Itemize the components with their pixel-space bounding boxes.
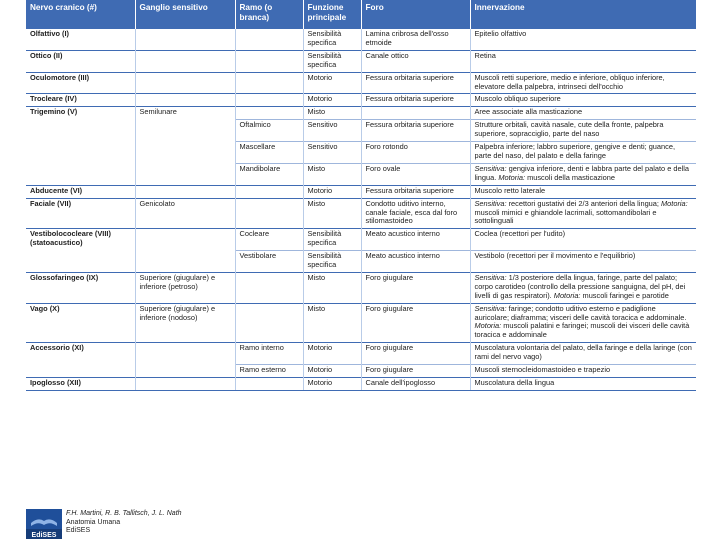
cell-innervation [470, 303, 696, 343]
cell-foramen: Condotto uditivo interno, canale faciale, esca dal foro stilomastoideo [361, 198, 470, 229]
cell-innervation: Muscolo retto laterale [470, 185, 696, 198]
cranial-nerves-table [26, 0, 696, 391]
svg-text:EdiSES: EdiSES [31, 532, 57, 539]
cell-branch [235, 29, 303, 51]
cell-function: Misto [303, 272, 361, 303]
cell-nerve: Ipoglosso (XII) [26, 378, 135, 391]
cell-ganglion: Superiore (giugulare) e inferiore (nodoso) [135, 303, 235, 343]
cell-ganglion [135, 163, 235, 185]
cell-branch [235, 185, 303, 198]
cell-branch [235, 72, 303, 94]
header-nervo: Nervo cranico (#) [26, 0, 135, 29]
cell-nerve [26, 365, 135, 378]
cell-nerve: Glossofaringeo (IX) [26, 272, 135, 303]
cell-innervation: Muscolatura volontaria del palato, della faringe e della laringe (con rami del nervo vago) [470, 343, 696, 365]
cell-nerve: Olfattivo (I) [26, 29, 135, 51]
cell-innervation: Coclea (recettori per l'udito) [470, 229, 696, 251]
table-row [26, 107, 696, 120]
cell-function: Sensibilità specifica [303, 29, 361, 51]
cell-function: Sensitivo [303, 142, 361, 164]
cell-innervation: Epitelio olfattivo [470, 29, 696, 51]
cell-ganglion: Superiore (giugulare) e inferiore (petroso) [135, 272, 235, 303]
cell-function: Sensibilità specifica [303, 251, 361, 273]
cell-foramen: Foro giugulare [361, 343, 470, 365]
cell-nerve: Faciale (VII) [26, 198, 135, 229]
cell-function: Misto [303, 198, 361, 229]
innervation-text: muscoli della masticazione [525, 172, 616, 182]
cell-branch: Cocleare [235, 229, 303, 251]
cell-branch [235, 303, 303, 343]
cell-branch [235, 50, 303, 72]
cell-foramen: Meato acustico interno [361, 229, 470, 251]
cell-innervation: Muscoli sternocleidomastoideo e trapezio [470, 365, 696, 378]
innervation-label: Sensitiva: [474, 198, 507, 208]
cell-function: Motorio [303, 94, 361, 107]
innervation-label: Sensitiva: [474, 303, 507, 313]
table-row [26, 378, 696, 391]
innervation-text: muscoli palatini e faringei; muscoli dei visceri delle cavità toracica e addominale [474, 321, 690, 340]
cell-ganglion [135, 29, 235, 51]
cell-nerve: Abducente (VI) [26, 185, 135, 198]
table-row [26, 272, 696, 303]
cell-nerve [26, 142, 135, 164]
header-innervazione: Innervazione [470, 0, 696, 29]
cell-function: Misto [303, 303, 361, 343]
cell-function: Misto [303, 163, 361, 185]
cell-branch: Oftalmico [235, 120, 303, 142]
cell-ganglion [135, 50, 235, 72]
cell-foramen: Foro giugulare [361, 365, 470, 378]
cell-ganglion [135, 251, 235, 273]
cell-foramen: Lamina cribrosa dell'osso etmoide [361, 29, 470, 51]
cell-branch: Mascellare [235, 142, 303, 164]
table-header-row [26, 0, 696, 29]
cell-foramen: Fessura orbitaria superiore [361, 120, 470, 142]
cell-foramen: Foro giugulare [361, 272, 470, 303]
cell-branch: Ramo interno [235, 343, 303, 365]
table-row [26, 142, 696, 164]
cell-ganglion [135, 142, 235, 164]
cell-ganglion [135, 378, 235, 391]
cell-innervation [470, 163, 696, 185]
cell-innervation [470, 272, 696, 303]
cell-branch [235, 378, 303, 391]
table-row [26, 94, 696, 107]
header-funzione: Funzione principale [303, 0, 361, 29]
table-body [26, 29, 696, 391]
table-row [26, 198, 696, 229]
header-ganglio: Ganglio sensitivo [135, 0, 235, 29]
header-ramo: Ramo (o branca) [235, 0, 303, 29]
table-row [26, 72, 696, 94]
cell-innervation: Muscolo obliquo superiore [470, 94, 696, 107]
credit-text [66, 510, 182, 536]
credit-authors: F.H. Martini, R. B. Tallitsch, J. L. Nath [66, 510, 182, 517]
cell-nerve [26, 163, 135, 185]
cell-innervation: Muscoli retti superiore, medio e inferiore, obliquo inferiore, elevatore della palpebra, intrinseci dell'occhio [470, 72, 696, 94]
cell-innervation: Strutture orbitali, cavità nasale, cute della fronte, palpebra superiore, sopracciglio, parte del naso [470, 120, 696, 142]
cell-branch: Mandibolare [235, 163, 303, 185]
header-foro: Foro [361, 0, 470, 29]
cell-nerve: Ottico (II) [26, 50, 135, 72]
cell-function: Motorio [303, 378, 361, 391]
cell-innervation: Palpebra inferiore; labbro superiore, gengive e denti; guance, parte del naso, del palato e della faringe [470, 142, 696, 164]
table-row [26, 163, 696, 185]
cell-branch [235, 272, 303, 303]
cell-innervation [470, 198, 696, 229]
table-row [26, 365, 696, 378]
table-row [26, 50, 696, 72]
table-row [26, 251, 696, 273]
table-row [26, 343, 696, 365]
cell-foramen: Foro rotondo [361, 142, 470, 164]
cell-branch [235, 94, 303, 107]
cell-foramen: Foro giugulare [361, 303, 470, 343]
innervation-text: faringe; condotto uditivo esterno e padiglione auricolare; diaframma; visceri delle cavità toracica e addominale. [474, 303, 687, 322]
cell-innervation: Vestibolo (recettori per il movimento e l'equilibrio) [470, 251, 696, 273]
innervation-text: muscoli mimici e ghiandole lacrimali, sottomandibolari e sottolinguali [474, 207, 657, 226]
cell-innervation: Aree associate alla masticazione [470, 107, 696, 120]
cell-function: Motorio [303, 343, 361, 365]
innervation-label: Motoria: [498, 172, 526, 182]
cell-function: Motorio [303, 185, 361, 198]
cell-branch: Ramo esterno [235, 365, 303, 378]
cell-function: Motorio [303, 365, 361, 378]
cell-foramen [361, 107, 470, 120]
cell-function: Motorio [303, 72, 361, 94]
innervation-text: gengiva inferiore, denti e labbra parte del palato e della lingua. [474, 163, 689, 182]
cell-foramen: Fessura orbitaria superiore [361, 185, 470, 198]
innervation-text: 1/3 posteriore della lingua, faringe, parte del palato; corpo carotideo (controllo della pressione sanguigna, del pH, dei livelli di gas respiratori). [474, 272, 686, 300]
cell-function: Sensibilità specifica [303, 50, 361, 72]
innervation-text: recettori gustativi dei 2/3 anteriori della lingua; [506, 198, 662, 208]
cell-innervation: Retina [470, 50, 696, 72]
cell-ganglion: Genicolato [135, 198, 235, 229]
innervation-label: Sensitiva: [474, 163, 507, 173]
table-row [26, 29, 696, 51]
cell-branch: Vestibolare [235, 251, 303, 273]
publisher-credit [26, 509, 326, 539]
cell-branch [235, 107, 303, 120]
cell-ganglion: Semilunare [135, 107, 235, 120]
table-row [26, 120, 696, 142]
cell-nerve: Trigemino (V) [26, 107, 135, 120]
cell-foramen: Fessura orbitaria superiore [361, 94, 470, 107]
table-row [26, 303, 696, 343]
cell-nerve: Accessorio (XI) [26, 343, 135, 365]
cell-nerve: Oculomotore (III) [26, 72, 135, 94]
innervation-text: muscoli faringei e parotide [580, 290, 669, 300]
innervation-label: Motoria: [661, 198, 688, 208]
cell-function: Sensitivo [303, 120, 361, 142]
cell-ganglion [135, 94, 235, 107]
cell-foramen: Canale dell'ipoglosso [361, 378, 470, 391]
cell-nerve: Vestibolococleare (VIII) (statoacustico) [26, 229, 135, 251]
cell-nerve [26, 251, 135, 273]
cell-nerve: Trocleare (IV) [26, 94, 135, 107]
cell-ganglion [135, 229, 235, 251]
cell-ganglion [135, 72, 235, 94]
cell-ganglion [135, 343, 235, 365]
cell-innervation: Muscolatura della lingua [470, 378, 696, 391]
cell-foramen: Foro ovale [361, 163, 470, 185]
innervation-label: Motoria: [474, 321, 502, 331]
table-row [26, 185, 696, 198]
cell-ganglion [135, 185, 235, 198]
cell-ganglion [135, 365, 235, 378]
cell-foramen: Canale ottico [361, 50, 470, 72]
cell-function: Misto [303, 107, 361, 120]
credit-publisher: EdiSES [66, 527, 91, 535]
table-row [26, 229, 696, 251]
cell-nerve: Vago (X) [26, 303, 135, 343]
innervation-label: Sensitiva: [474, 272, 507, 282]
cell-nerve [26, 120, 135, 142]
cell-foramen: Fessura orbitaria superiore [361, 72, 470, 94]
innervation-label: Motoria: [553, 290, 581, 300]
cell-branch [235, 198, 303, 229]
cell-function: Sensibilità specifica [303, 229, 361, 251]
edises-logo [26, 509, 62, 539]
credit-book: Anatomia Umana [66, 518, 121, 526]
cell-foramen: Meato acustico interno [361, 251, 470, 273]
cell-ganglion [135, 120, 235, 142]
